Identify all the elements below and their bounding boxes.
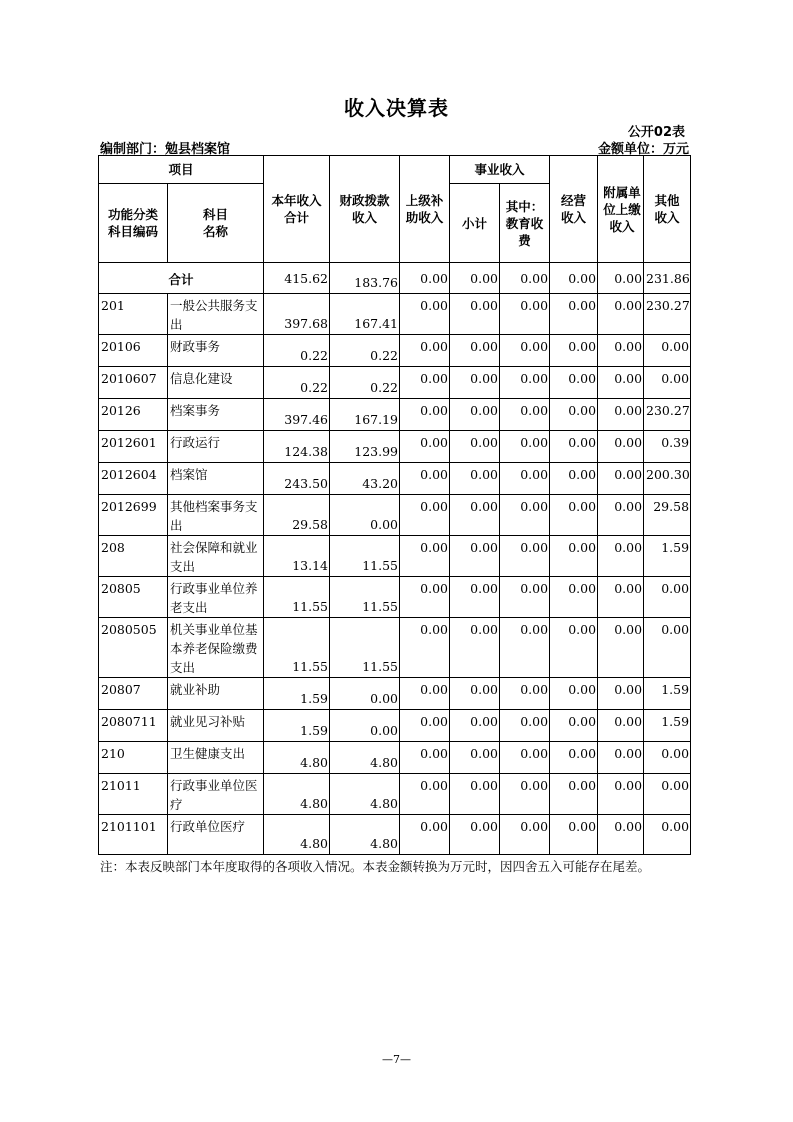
row-value: 0.00 — [644, 774, 691, 815]
row-value: 0.00 — [550, 294, 598, 335]
row-code: 210 — [99, 742, 168, 774]
table-row — [99, 536, 691, 577]
row-value: 0.00 — [598, 463, 644, 495]
row-value: 0.22 — [264, 335, 330, 367]
row-value: 0.00 — [450, 536, 500, 577]
total-value: 231.86 — [644, 263, 691, 294]
row-name: 档案馆 — [168, 463, 264, 495]
table-row — [99, 294, 691, 335]
row-value: 0.00 — [400, 536, 450, 577]
table-row — [99, 495, 691, 536]
row-value: 0.00 — [330, 678, 400, 710]
row-value: 243.50 — [264, 463, 330, 495]
row-value: 0.00 — [400, 710, 450, 742]
row-value: 0.00 — [598, 431, 644, 463]
department-label: 编制部门：勉县档案馆 — [100, 142, 231, 157]
row-value: 4.80 — [264, 774, 330, 815]
row-value: 0.00 — [500, 335, 550, 367]
row-value: 0.00 — [500, 710, 550, 742]
total-value: 0.00 — [400, 263, 450, 294]
row-value: 0.00 — [400, 294, 450, 335]
row-value: 0.00 — [500, 431, 550, 463]
header-business: 事业收入 — [450, 156, 550, 184]
row-value: 0.00 — [500, 463, 550, 495]
row-value: 0.00 — [550, 399, 598, 431]
row-code: 20126 — [99, 399, 168, 431]
row-value: 0.00 — [400, 367, 450, 399]
row-value: 0.00 — [400, 335, 450, 367]
table-row — [99, 710, 691, 742]
row-value: 0.00 — [500, 742, 550, 774]
row-value: 0.00 — [598, 710, 644, 742]
row-value: 0.22 — [330, 335, 400, 367]
row-value: 0.00 — [550, 335, 598, 367]
row-code: 2012601 — [99, 431, 168, 463]
row-value: 4.80 — [330, 774, 400, 815]
row-value: 0.00 — [644, 577, 691, 618]
row-value: 0.00 — [550, 774, 598, 815]
row-value: 0.22 — [264, 367, 330, 399]
row-name: 就业见习补贴 — [168, 710, 264, 742]
row-value: 124.38 — [264, 431, 330, 463]
row-value: 0.00 — [500, 678, 550, 710]
row-value: 0.00 — [598, 815, 644, 855]
row-value: 0.00 — [450, 495, 500, 536]
row-code: 21011 — [99, 774, 168, 815]
row-value: 397.46 — [264, 399, 330, 431]
row-value: 0.00 — [500, 815, 550, 855]
table-row — [99, 367, 691, 399]
row-value: 0.00 — [400, 774, 450, 815]
row-name: 信息化建设 — [168, 367, 264, 399]
row-value: 167.19 — [330, 399, 400, 431]
row-value: 0.00 — [450, 618, 500, 678]
row-value: 0.00 — [550, 431, 598, 463]
row-value: 0.00 — [598, 335, 644, 367]
header-func-code: 功能分类科目编码 — [99, 184, 168, 263]
table-row — [99, 618, 691, 678]
row-value: 1.59 — [644, 536, 691, 577]
row-value: 0.00 — [450, 294, 500, 335]
row-value: 0.00 — [500, 774, 550, 815]
table-row — [99, 431, 691, 463]
row-value: 1.59 — [644, 678, 691, 710]
total-value: 183.76 — [330, 263, 400, 294]
row-name: 行政单位医疗 — [168, 815, 264, 855]
total-value: 0.00 — [450, 263, 500, 294]
row-value: 0.00 — [550, 618, 598, 678]
row-value: 13.14 — [264, 536, 330, 577]
row-value: 0.00 — [400, 742, 450, 774]
header-superior: 上级补助收入 — [400, 156, 450, 263]
row-value: 0.00 — [400, 463, 450, 495]
row-value: 0.00 — [644, 815, 691, 855]
row-value: 0.00 — [598, 577, 644, 618]
row-value: 0.00 — [450, 710, 500, 742]
row-value: 43.20 — [330, 463, 400, 495]
row-value: 0.00 — [400, 577, 450, 618]
row-code: 2012604 — [99, 463, 168, 495]
header-fiscal: 财政拨款收入 — [330, 156, 400, 263]
row-value: 0.00 — [450, 815, 500, 855]
row-value: 0.00 — [450, 399, 500, 431]
row-value: 0.00 — [598, 742, 644, 774]
header-operating: 经营收入 — [550, 156, 598, 263]
row-value: 0.00 — [400, 495, 450, 536]
row-value: 1.59 — [644, 710, 691, 742]
header-subject-name: 科目名称 — [168, 184, 264, 263]
row-value: 0.00 — [644, 618, 691, 678]
row-value: 230.27 — [644, 399, 691, 431]
row-value: 0.00 — [400, 678, 450, 710]
row-value: 11.55 — [264, 577, 330, 618]
row-value: 11.55 — [330, 577, 400, 618]
row-code: 208 — [99, 536, 168, 577]
row-code: 2080505 — [99, 618, 168, 678]
row-value: 11.55 — [330, 536, 400, 577]
row-value: 0.00 — [450, 678, 500, 710]
row-value: 0.00 — [400, 431, 450, 463]
header-affiliated: 附属单位上缴收入 — [598, 156, 644, 263]
row-value: 0.00 — [598, 678, 644, 710]
row-value: 1.59 — [264, 710, 330, 742]
row-value: 0.00 — [550, 463, 598, 495]
table-row — [99, 463, 691, 495]
income-table — [98, 155, 691, 855]
header-education: 其中：教育收费 — [500, 184, 550, 263]
row-value: 0.00 — [500, 618, 550, 678]
row-value: 167.41 — [330, 294, 400, 335]
page-number: —7— — [382, 1053, 411, 1066]
row-name: 卫生健康支出 — [168, 742, 264, 774]
row-value: 0.00 — [550, 815, 598, 855]
table-row — [99, 774, 691, 815]
row-value: 0.00 — [500, 495, 550, 536]
row-name: 其他档案事务支出 — [168, 495, 264, 536]
header-project: 项目 — [99, 156, 264, 184]
row-name: 财政事务 — [168, 335, 264, 367]
row-value: 29.58 — [264, 495, 330, 536]
row-value: 0.00 — [598, 495, 644, 536]
row-code: 2101101 — [99, 815, 168, 855]
row-value: 4.80 — [330, 815, 400, 855]
row-value: 0.00 — [400, 399, 450, 431]
row-code: 2012699 — [99, 495, 168, 536]
row-value: 0.00 — [644, 742, 691, 774]
header-subtotal: 小计 — [450, 184, 500, 263]
row-value: 0.00 — [450, 774, 500, 815]
row-value: 11.55 — [330, 618, 400, 678]
row-value: 1.59 — [264, 678, 330, 710]
row-value: 0.00 — [500, 367, 550, 399]
row-value: 123.99 — [330, 431, 400, 463]
row-value: 0.00 — [550, 710, 598, 742]
row-code: 2010607 — [99, 367, 168, 399]
page-title: 收入决算表 — [344, 96, 449, 120]
row-value: 4.80 — [264, 815, 330, 855]
row-value: 0.00 — [644, 367, 691, 399]
row-code: 20807 — [99, 678, 168, 710]
row-value: 0.00 — [500, 399, 550, 431]
row-value: 0.00 — [330, 495, 400, 536]
table-row — [99, 742, 691, 774]
row-value: 0.00 — [550, 742, 598, 774]
table-row — [99, 577, 691, 618]
row-value: 0.00 — [500, 577, 550, 618]
row-value: 0.00 — [500, 294, 550, 335]
table-row — [99, 678, 691, 710]
total-label: 合计 — [99, 263, 264, 294]
row-value: 0.00 — [450, 367, 500, 399]
row-name: 一般公共服务支出 — [168, 294, 264, 335]
row-value: 0.00 — [450, 463, 500, 495]
row-value: 0.39 — [644, 431, 691, 463]
row-value: 230.27 — [644, 294, 691, 335]
row-value: 0.00 — [400, 815, 450, 855]
row-value: 0.00 — [598, 536, 644, 577]
total-value: 0.00 — [550, 263, 598, 294]
row-name: 行政事业单位医疗 — [168, 774, 264, 815]
row-value: 0.00 — [450, 577, 500, 618]
header-total-income: 本年收入合计 — [264, 156, 330, 263]
total-value: 0.00 — [500, 263, 550, 294]
header-other: 其他收入 — [644, 156, 691, 263]
row-code: 20106 — [99, 335, 168, 367]
row-value: 0.00 — [598, 774, 644, 815]
row-value: 0.00 — [598, 618, 644, 678]
row-name: 行政事业单位养老支出 — [168, 577, 264, 618]
row-code: 20805 — [99, 577, 168, 618]
row-value: 0.00 — [550, 367, 598, 399]
row-value: 4.80 — [330, 742, 400, 774]
row-value: 0.00 — [598, 294, 644, 335]
row-value: 0.00 — [450, 335, 500, 367]
total-row — [99, 263, 691, 294]
row-value: 0.00 — [400, 618, 450, 678]
row-value: 0.00 — [550, 536, 598, 577]
row-value: 11.55 — [264, 618, 330, 678]
row-code: 201 — [99, 294, 168, 335]
row-name: 社会保障和就业支出 — [168, 536, 264, 577]
unit-label: 金额单位：万元 — [597, 142, 689, 157]
table-row — [99, 335, 691, 367]
row-value: 0.00 — [550, 495, 598, 536]
row-name: 行政运行 — [168, 431, 264, 463]
row-value: 0.00 — [450, 742, 500, 774]
row-value: 200.30 — [644, 463, 691, 495]
row-value: 0.00 — [330, 710, 400, 742]
row-value: 0.00 — [500, 536, 550, 577]
total-value: 415.62 — [264, 263, 330, 294]
form-code: 公开02表 — [627, 125, 685, 140]
row-name: 机关事业单位基本养老保险缴费支出 — [168, 618, 264, 678]
row-value: 4.80 — [264, 742, 330, 774]
row-name: 就业补助 — [168, 678, 264, 710]
row-value: 0.22 — [330, 367, 400, 399]
table-note: 注：本表反映部门本年度取得的各项收入情况。本表金额转换为万元时，因四舍五入可能存在尾差。 — [100, 859, 651, 874]
total-value: 0.00 — [598, 263, 644, 294]
row-value: 29.58 — [644, 495, 691, 536]
table-row — [99, 399, 691, 431]
table-row — [99, 815, 691, 855]
row-value: 0.00 — [644, 335, 691, 367]
row-value: 0.00 — [550, 577, 598, 618]
row-value: 0.00 — [598, 399, 644, 431]
row-value: 0.00 — [598, 367, 644, 399]
row-code: 2080711 — [99, 710, 168, 742]
row-value: 397.68 — [264, 294, 330, 335]
row-value: 0.00 — [450, 431, 500, 463]
row-name: 档案事务 — [168, 399, 264, 431]
row-value: 0.00 — [550, 678, 598, 710]
